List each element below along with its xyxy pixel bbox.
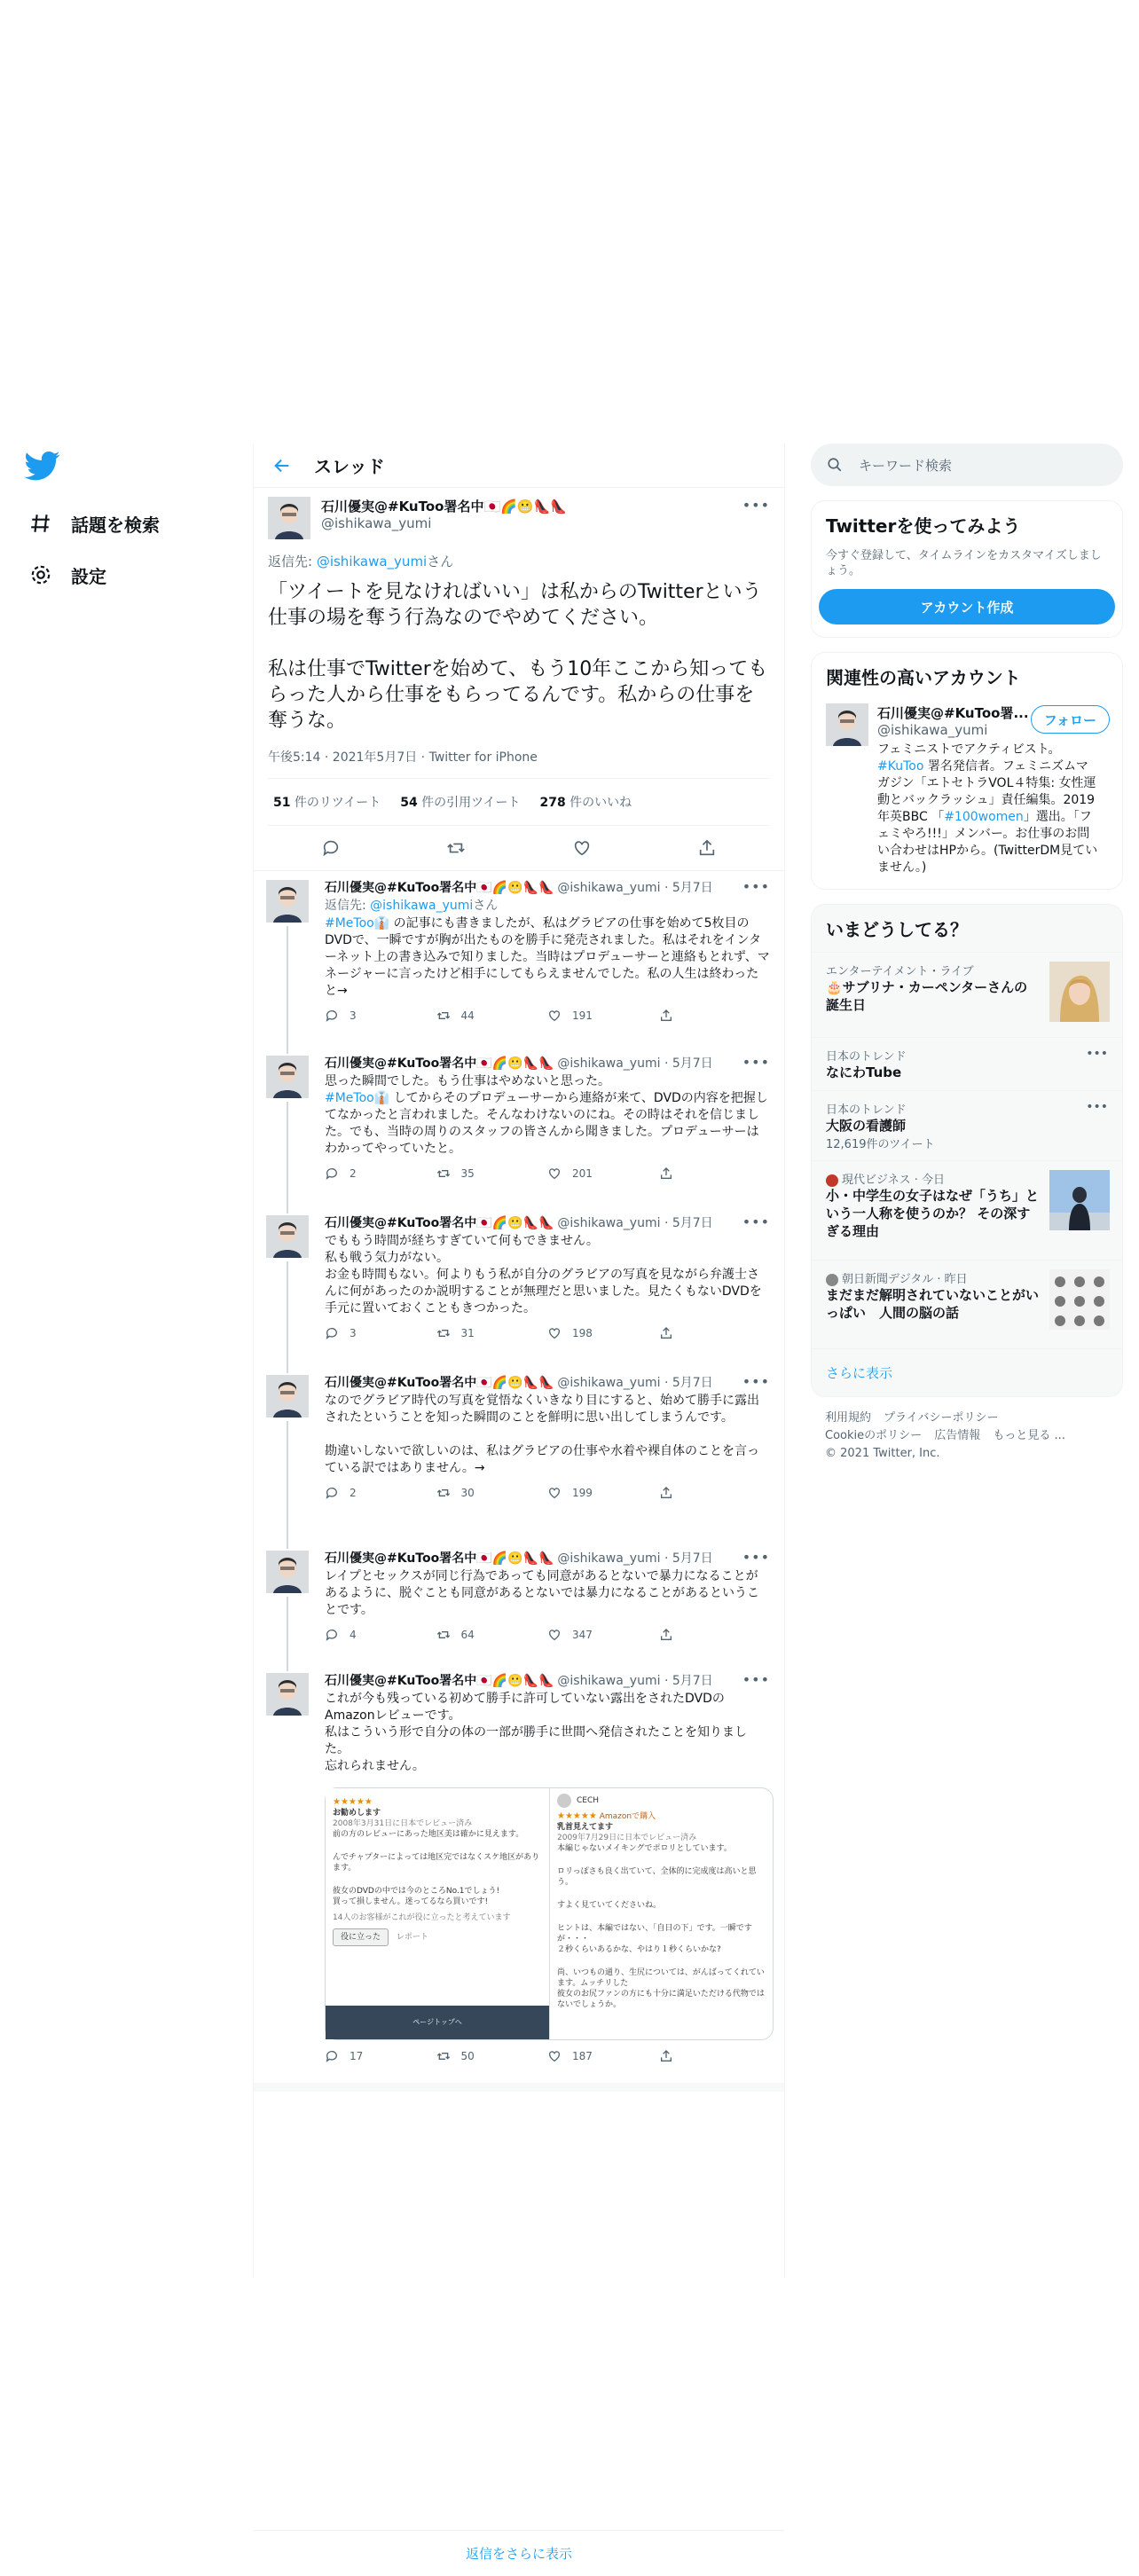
trend-image xyxy=(1049,1269,1110,1330)
related-title: 関連性の高いアカウント xyxy=(826,667,1021,688)
like-count: 187 xyxy=(572,2050,593,2062)
review-body: すよく見ていてくださいね。 xyxy=(557,1901,662,1910)
page-top-label: ページトップへ xyxy=(412,2018,462,2026)
share-button[interactable] xyxy=(659,1628,771,1642)
trend-item[interactable] xyxy=(812,952,1122,1037)
tweet-text: なのでグラビア時代の写真を覚悟なくいきなり目にすると、始めて勝手に露出されたということを知った瞬間のことを鮮明に思い出してしまうんです。 勘違いしないで欲しいのは、私はグラビアの仕事や水着や裸自体のことを言っている訳ではありません。→ xyxy=(325,1394,759,1475)
more-icon[interactable]: ••• xyxy=(1086,1100,1108,1114)
thread-line xyxy=(287,1261,288,1373)
display-name[interactable]: 石川優実@#KuToo署名中🇯🇵🌈😬👠👠 xyxy=(325,1551,554,1566)
quote-count[interactable]: 54 件の引用ツイート xyxy=(400,796,521,810)
share-button[interactable] xyxy=(659,1009,771,1023)
hashtag-icon xyxy=(25,507,57,539)
reply-count: 3 xyxy=(350,1009,357,1022)
trend-name: 大阪の看護師 xyxy=(826,1118,907,1134)
trend-image xyxy=(1049,962,1110,1022)
username[interactable]: @ishikawa_yumi · 5月7日 xyxy=(557,881,713,895)
more-icon[interactable]: ••• xyxy=(1086,1047,1108,1061)
signup-box xyxy=(811,500,1123,638)
like-icon[interactable] xyxy=(569,835,595,861)
tweet-actions xyxy=(325,1628,770,1642)
trend-context: 日本のトレンド xyxy=(826,1103,907,1117)
like-count: 347 xyxy=(572,1629,593,1641)
reply-button[interactable] xyxy=(325,1009,436,1023)
tweet-text: これが今も残っている初めて勝手に許可していない露出をされたDVDのAmazonレビューです。 私はこういう形で自分の体の一部が勝手に世間へ発信されたことを知りました。 忘れられません。 xyxy=(325,1692,747,1773)
reply-to-link[interactable]: @ishikawa_yumi xyxy=(370,899,474,913)
thread-header xyxy=(254,444,784,488)
trend-context xyxy=(826,1170,1039,1187)
like-button[interactable] xyxy=(547,1486,659,1500)
more-icon[interactable]: ••• xyxy=(742,878,770,895)
thread-line xyxy=(287,1597,288,1671)
reply-tweet[interactable] xyxy=(254,1206,784,1366)
reply-list xyxy=(254,871,784,2092)
tweet-body: 👔 してからそのプロデューサーから連絡が来て、DVDの内容を把握してなかったと言われました。そんなわけないのにね。その時はそれを信じました。でも、当時の周りのスタッフの皆さんから聞きました。プロデューサーはわかってやっていたと。 xyxy=(325,1091,768,1156)
display-name[interactable]: 石川優実@#KuToo署名中🇯🇵🌈😬👠👠 xyxy=(325,1056,554,1071)
like-count[interactable]: 278 件のいいね xyxy=(539,796,632,810)
retweet-count: 35 xyxy=(460,1167,475,1180)
reply-tweet[interactable] xyxy=(254,1664,784,2083)
tweet-text: 「ツイートを見なければいい」は私からのTwitterという仕事の場を奪う行為なのでやめてください。 私は仕事でTwitterを始めて、もう10年ここから知ってもらった人から仕事をもらってるんです。私からの仕事を奪うな。 xyxy=(268,581,768,732)
avatar[interactable] xyxy=(826,703,868,746)
reviewer-avatar-icon xyxy=(557,1794,571,1808)
retweet-count[interactable]: 51 件のリツイート xyxy=(273,796,381,810)
username[interactable]: @ishikawa_yumi · 5月7日 xyxy=(557,1551,713,1566)
tweet-actions xyxy=(325,1326,770,1340)
display-name[interactable]: 石川優実@#KuToo署名中🇯🇵🌈😬👠👠 xyxy=(325,1674,554,1688)
like-button[interactable] xyxy=(547,1326,659,1340)
reply-count: 3 xyxy=(350,1327,357,1339)
review-title: 乳首見えてます xyxy=(557,1823,614,1832)
trend-item[interactable] xyxy=(812,1160,1122,1260)
page-title: スレッド xyxy=(314,456,385,477)
reply-button[interactable] xyxy=(325,2049,436,2063)
trend-item[interactable] xyxy=(812,1260,1122,1348)
tweet-actions xyxy=(268,826,770,870)
thread-line xyxy=(287,926,288,1054)
signup-title: Twitterを使ってみよう xyxy=(826,515,1021,537)
trends-box xyxy=(811,904,1123,1397)
retweet-count: 50 xyxy=(460,2050,475,2062)
thread-line xyxy=(287,1421,288,1549)
helpful-button[interactable]: 役に立った xyxy=(333,1928,389,1946)
review-screenshot-card[interactable] xyxy=(325,1787,774,2040)
avatar[interactable] xyxy=(266,1056,309,1098)
tweet-body-pre: 思った瞬間でした。もう仕事はやめないと思った。 xyxy=(325,1074,610,1088)
reply-icon[interactable] xyxy=(318,835,344,861)
username[interactable]: @ishikawa_yumi · 5月7日 xyxy=(557,1056,713,1071)
like-count: 201 xyxy=(572,1167,593,1180)
publisher-logo-icon xyxy=(826,1174,838,1187)
review-body: ヒントは、本編ではない、「自日の下」です。一瞬ですが・・・ ２秒くらいあるかな、やはり１秒くらいかな? xyxy=(557,1924,752,1954)
retweet-button[interactable] xyxy=(436,1009,548,1023)
trend-name: 🎂サブリナ・カーペンターさんの誕生日 xyxy=(826,979,1028,1013)
more-icon[interactable]: ••• xyxy=(742,1213,770,1230)
display-name[interactable]: 石川優実@#KuToo署名中🇯🇵🌈😬👠👠 xyxy=(325,1376,554,1390)
nav-explore[interactable] xyxy=(25,498,238,549)
avatar[interactable] xyxy=(266,880,309,923)
reply-tweet[interactable] xyxy=(254,871,784,1047)
display-name[interactable]: 石川優実@#KuToo署名中🇯🇵🌈😬👠👠 xyxy=(325,881,554,895)
trend-item[interactable] xyxy=(812,1037,1122,1090)
review-body: ロリっぽさも良く出ていて、全体的に完成度は高いと思う。 xyxy=(557,1867,757,1887)
share-button[interactable] xyxy=(659,1486,771,1500)
reply-suffix: さん xyxy=(427,554,454,569)
reply-tweet[interactable] xyxy=(254,1047,784,1206)
review-body: 尚、いつもの通り、生尻については、がんばってくれています。ムッチリした 彼女のお尻ファンの方にも十分に満足いただける代物ではないでしょうか。 xyxy=(557,1968,765,2009)
trend-name: まだまだ解明されていないことがいっぱい 人間の脳の話 xyxy=(826,1287,1040,1321)
search-input[interactable] xyxy=(811,444,1123,486)
twitter-logo-icon[interactable] xyxy=(25,448,60,483)
search-icon xyxy=(827,457,843,473)
publisher-logo-icon xyxy=(826,1274,838,1286)
retweet-button[interactable] xyxy=(436,1486,548,1500)
show-more-trends[interactable]: さらに表示 xyxy=(812,1348,1122,1396)
account-bio xyxy=(877,742,1099,876)
purchase-badge: Amazonで購入 xyxy=(599,1812,656,1821)
avatar[interactable] xyxy=(268,497,310,539)
hashtag-link[interactable]: #MeToo xyxy=(325,1091,374,1105)
username[interactable]: @ishikawa_yumi · 5月7日 xyxy=(557,1674,713,1688)
username[interactable]: @ishikawa_yumi xyxy=(877,722,988,738)
hashtag-link[interactable]: #MeToo xyxy=(325,916,374,931)
tweet-text xyxy=(325,915,770,1000)
nav-settings-label: 設定 xyxy=(71,565,106,587)
footer-link[interactable]: 利用規約 xyxy=(825,1411,872,1425)
hashtag-link[interactable]: #KuToo xyxy=(877,759,924,774)
reply-to-link[interactable]: @ishikawa_yumi xyxy=(316,554,428,569)
tweet-actions xyxy=(325,2049,770,2063)
show-more-replies[interactable]: 返信をさらに表示 xyxy=(254,2530,784,2576)
avatar[interactable] xyxy=(266,1215,309,1258)
retweet-count: 31 xyxy=(460,1327,475,1339)
like-count: 191 xyxy=(572,1009,593,1022)
left-nav xyxy=(25,448,238,601)
retweet-button[interactable] xyxy=(436,1628,548,1642)
trend-name: なにわTube xyxy=(826,1064,902,1080)
username[interactable]: @ishikawa_yumi · 5月7日 xyxy=(557,1216,713,1230)
reply-suffix: さん xyxy=(473,899,499,913)
reply-tweet[interactable] xyxy=(254,1542,784,1664)
footer-link[interactable]: プライバシーポリシー xyxy=(884,1411,999,1425)
tweet-text: でももう時間が経ちすぎていて何もできません。 私も戦う気力がない。 お金も時間もない。何よりもう私が自分のグラビアの写真を見ながら弁護士さんに何があったのか説明することが無理だと思いました。見たくもないDVDを手元に置いておくこともきつかった。 xyxy=(325,1234,762,1315)
thread-line xyxy=(287,1102,288,1213)
display-name[interactable]: 石川優実@#KuToo署名中🇯🇵🌈😬👠👠 xyxy=(321,499,567,514)
reply-count: 2 xyxy=(350,1487,357,1499)
tweet-text xyxy=(325,1073,770,1158)
retweet-count: 44 xyxy=(460,1009,475,1022)
footer-link[interactable]: Cookieのポリシー xyxy=(825,1429,923,1442)
like-button[interactable] xyxy=(547,1628,659,1642)
bio-text: 署名発信者。フェミニズムマガジン「エトセトラVOL４特集: 女性運動とバックラッシュ」責任編集。2019年英BBC 「 xyxy=(877,759,1096,824)
more-icon[interactable]: ••• xyxy=(742,1054,770,1071)
review-body: 本編じゃないメイキングでポロリとしています。 xyxy=(557,1844,732,1853)
tweet-meta[interactable]: 午後5:14 · 2021年5月7日 · Twitter for iPhone xyxy=(268,748,770,779)
tweet-body: 👔 の記事にも書きましたが、私はグラビアの仕事を始めて5枚目のDVDで、一瞬ですが胸が出たものを勝手に発売されました。私はそれをインターネット上の書き込みで知りました。当時はプロデューサーと連絡もとれず、マネージャーに言ったけど相手にしてもらえませんでした。私の人生は終わったと→ xyxy=(325,916,770,998)
more-icon[interactable]: ••• xyxy=(742,1549,770,1566)
retweet-count: 64 xyxy=(460,1629,475,1641)
more-icon[interactable]: ••• xyxy=(742,497,770,514)
follow-button[interactable]: フォロー xyxy=(1031,705,1110,734)
avatar[interactable] xyxy=(266,1673,309,1716)
footer-link[interactable]: 広告情報 xyxy=(934,1429,981,1442)
back-arrow-icon[interactable] xyxy=(268,452,296,480)
like-count: 199 xyxy=(572,1487,593,1499)
trend-item[interactable] xyxy=(812,1090,1122,1160)
gear-icon xyxy=(25,559,57,591)
right-sidebar xyxy=(811,444,1123,1475)
main-column xyxy=(253,444,785,2562)
like-count: 198 xyxy=(572,1327,593,1339)
related-account[interactable] xyxy=(812,700,1122,889)
tweet-stats xyxy=(268,779,770,826)
tweet-actions xyxy=(325,1009,770,1023)
trends-title: いまどうしてる？ xyxy=(826,919,968,940)
retweet-button[interactable] xyxy=(436,1166,548,1181)
trend-image xyxy=(1049,1170,1110,1230)
reply-prefix: 返信先: xyxy=(325,899,371,913)
review-date: 2008年3月31日に日本でレビュー済み xyxy=(333,1819,473,1828)
avatar[interactable] xyxy=(266,1551,309,1593)
review-stars: ★★★★★ xyxy=(333,1797,373,1807)
tweet-actions xyxy=(325,1486,770,1500)
page-top-footer[interactable] xyxy=(326,2006,549,2039)
nav-settings[interactable] xyxy=(25,549,238,601)
footer-links xyxy=(811,1397,1123,1475)
nav-explore-label: 話題を検索 xyxy=(71,514,160,536)
reply-button[interactable] xyxy=(325,1326,436,1340)
reply-to xyxy=(268,552,770,570)
display-name[interactable]: 石川優実@#KuToo署名中🇯🇵🌈😬👠👠 xyxy=(325,1216,554,1230)
footer-link[interactable]: もっと見る ... xyxy=(993,1429,1065,1442)
like-button[interactable] xyxy=(547,2049,659,2063)
review-body: 彼女のDVDの中では今のところNo.1でしょう! 買って損しません。迷ってるなら買いです! xyxy=(333,1887,500,1906)
trend-count: 12,619件のツイート xyxy=(826,1138,935,1151)
trend-context xyxy=(826,1269,1039,1286)
retweet-count: 30 xyxy=(460,1487,475,1499)
review-helpful: 14人のお客様がこれが役に立ったと考えています xyxy=(333,1913,511,1922)
tweet-text: レイプとセックスが同じ行為であっても同意があるとないで暴力になることがあるように、脱ぐことも同意があるとないでは暴力になることがあるということです。 xyxy=(325,1569,759,1617)
review-body: んでチャプターによっては地区完ではなくスケ地区があります。 xyxy=(333,1853,540,1873)
retweet-button[interactable] xyxy=(436,2049,548,2063)
trend-context: エンターテイメント・ライブ xyxy=(826,965,974,978)
username[interactable]: @ishikawa_yumi xyxy=(321,515,432,531)
report-link[interactable]: レポート xyxy=(396,1933,428,1942)
reply-button[interactable] xyxy=(325,1486,436,1500)
reply-count: 17 xyxy=(350,2050,364,2062)
signup-text: 今すぐ登録して、タイムラインをカスタマイズしましょう。 xyxy=(826,549,1102,577)
retweet-icon[interactable] xyxy=(443,835,469,861)
reply-button[interactable] xyxy=(325,1628,436,1642)
hashtag-link[interactable]: #100women xyxy=(944,810,1024,824)
more-icon[interactable]: ••• xyxy=(742,1373,770,1390)
trend-context-text: 現代ビジネス · 今日 xyxy=(842,1174,946,1187)
reply-button[interactable] xyxy=(325,1166,436,1181)
trend-context-text: 朝日新聞デジタル · 昨日 xyxy=(842,1273,968,1286)
review-stars: ★★★★★ xyxy=(557,1811,597,1821)
reply-prefix: 返信先: xyxy=(268,554,317,569)
trend-context: 日本のトレンド xyxy=(826,1050,907,1064)
reply-count: 2 xyxy=(350,1167,357,1180)
share-button[interactable] xyxy=(659,2049,771,2063)
focus-tweet xyxy=(254,488,784,871)
create-account-button[interactable]: アカウント作成 xyxy=(819,589,1115,624)
bio-text: フェミニストでアクティビスト。 xyxy=(877,742,1061,757)
share-button[interactable] xyxy=(659,1166,771,1181)
reply-count: 4 xyxy=(350,1629,357,1641)
tweet-actions xyxy=(325,1166,770,1181)
review-right xyxy=(549,1788,773,2039)
share-icon[interactable] xyxy=(694,835,720,861)
divider xyxy=(254,2083,784,2092)
reply-to xyxy=(325,896,770,914)
username[interactable]: @ishikawa_yumi · 5月7日 xyxy=(557,1376,713,1390)
search-placeholder: キーワード検索 xyxy=(859,457,953,474)
trend-name: 小・中学生の女子はなぜ「うち」という一人称を使うのか？ その深すぎる理由 xyxy=(826,1188,1040,1239)
more-icon[interactable]: ••• xyxy=(742,1671,770,1688)
review-title: お勧めします xyxy=(333,1809,381,1818)
reviewer-name: CECH xyxy=(577,1796,600,1805)
like-button[interactable] xyxy=(547,1009,659,1023)
related-accounts-box xyxy=(811,652,1123,890)
copyright: © 2021 Twitter, Inc. xyxy=(825,1447,940,1460)
review-body: 前の方のレビューにあった地区美は確かに見えます。 xyxy=(333,1830,524,1839)
review-date: 2009年7月29日に日本でレビュー済み xyxy=(557,1834,697,1842)
display-name[interactable]: 石川優実@#KuToo署... xyxy=(877,705,1029,721)
like-button[interactable] xyxy=(547,1166,659,1181)
share-button[interactable] xyxy=(659,1326,771,1340)
review-left xyxy=(326,1788,549,2039)
retweet-button[interactable] xyxy=(436,1326,548,1340)
avatar[interactable] xyxy=(266,1375,309,1418)
bio-text: 」選出。「フェミやろ!!!」メンバー。お仕事のお問い合わせはHPから。(TwitterDM見ていません。) xyxy=(877,810,1098,875)
reply-tweet[interactable] xyxy=(254,1366,784,1542)
